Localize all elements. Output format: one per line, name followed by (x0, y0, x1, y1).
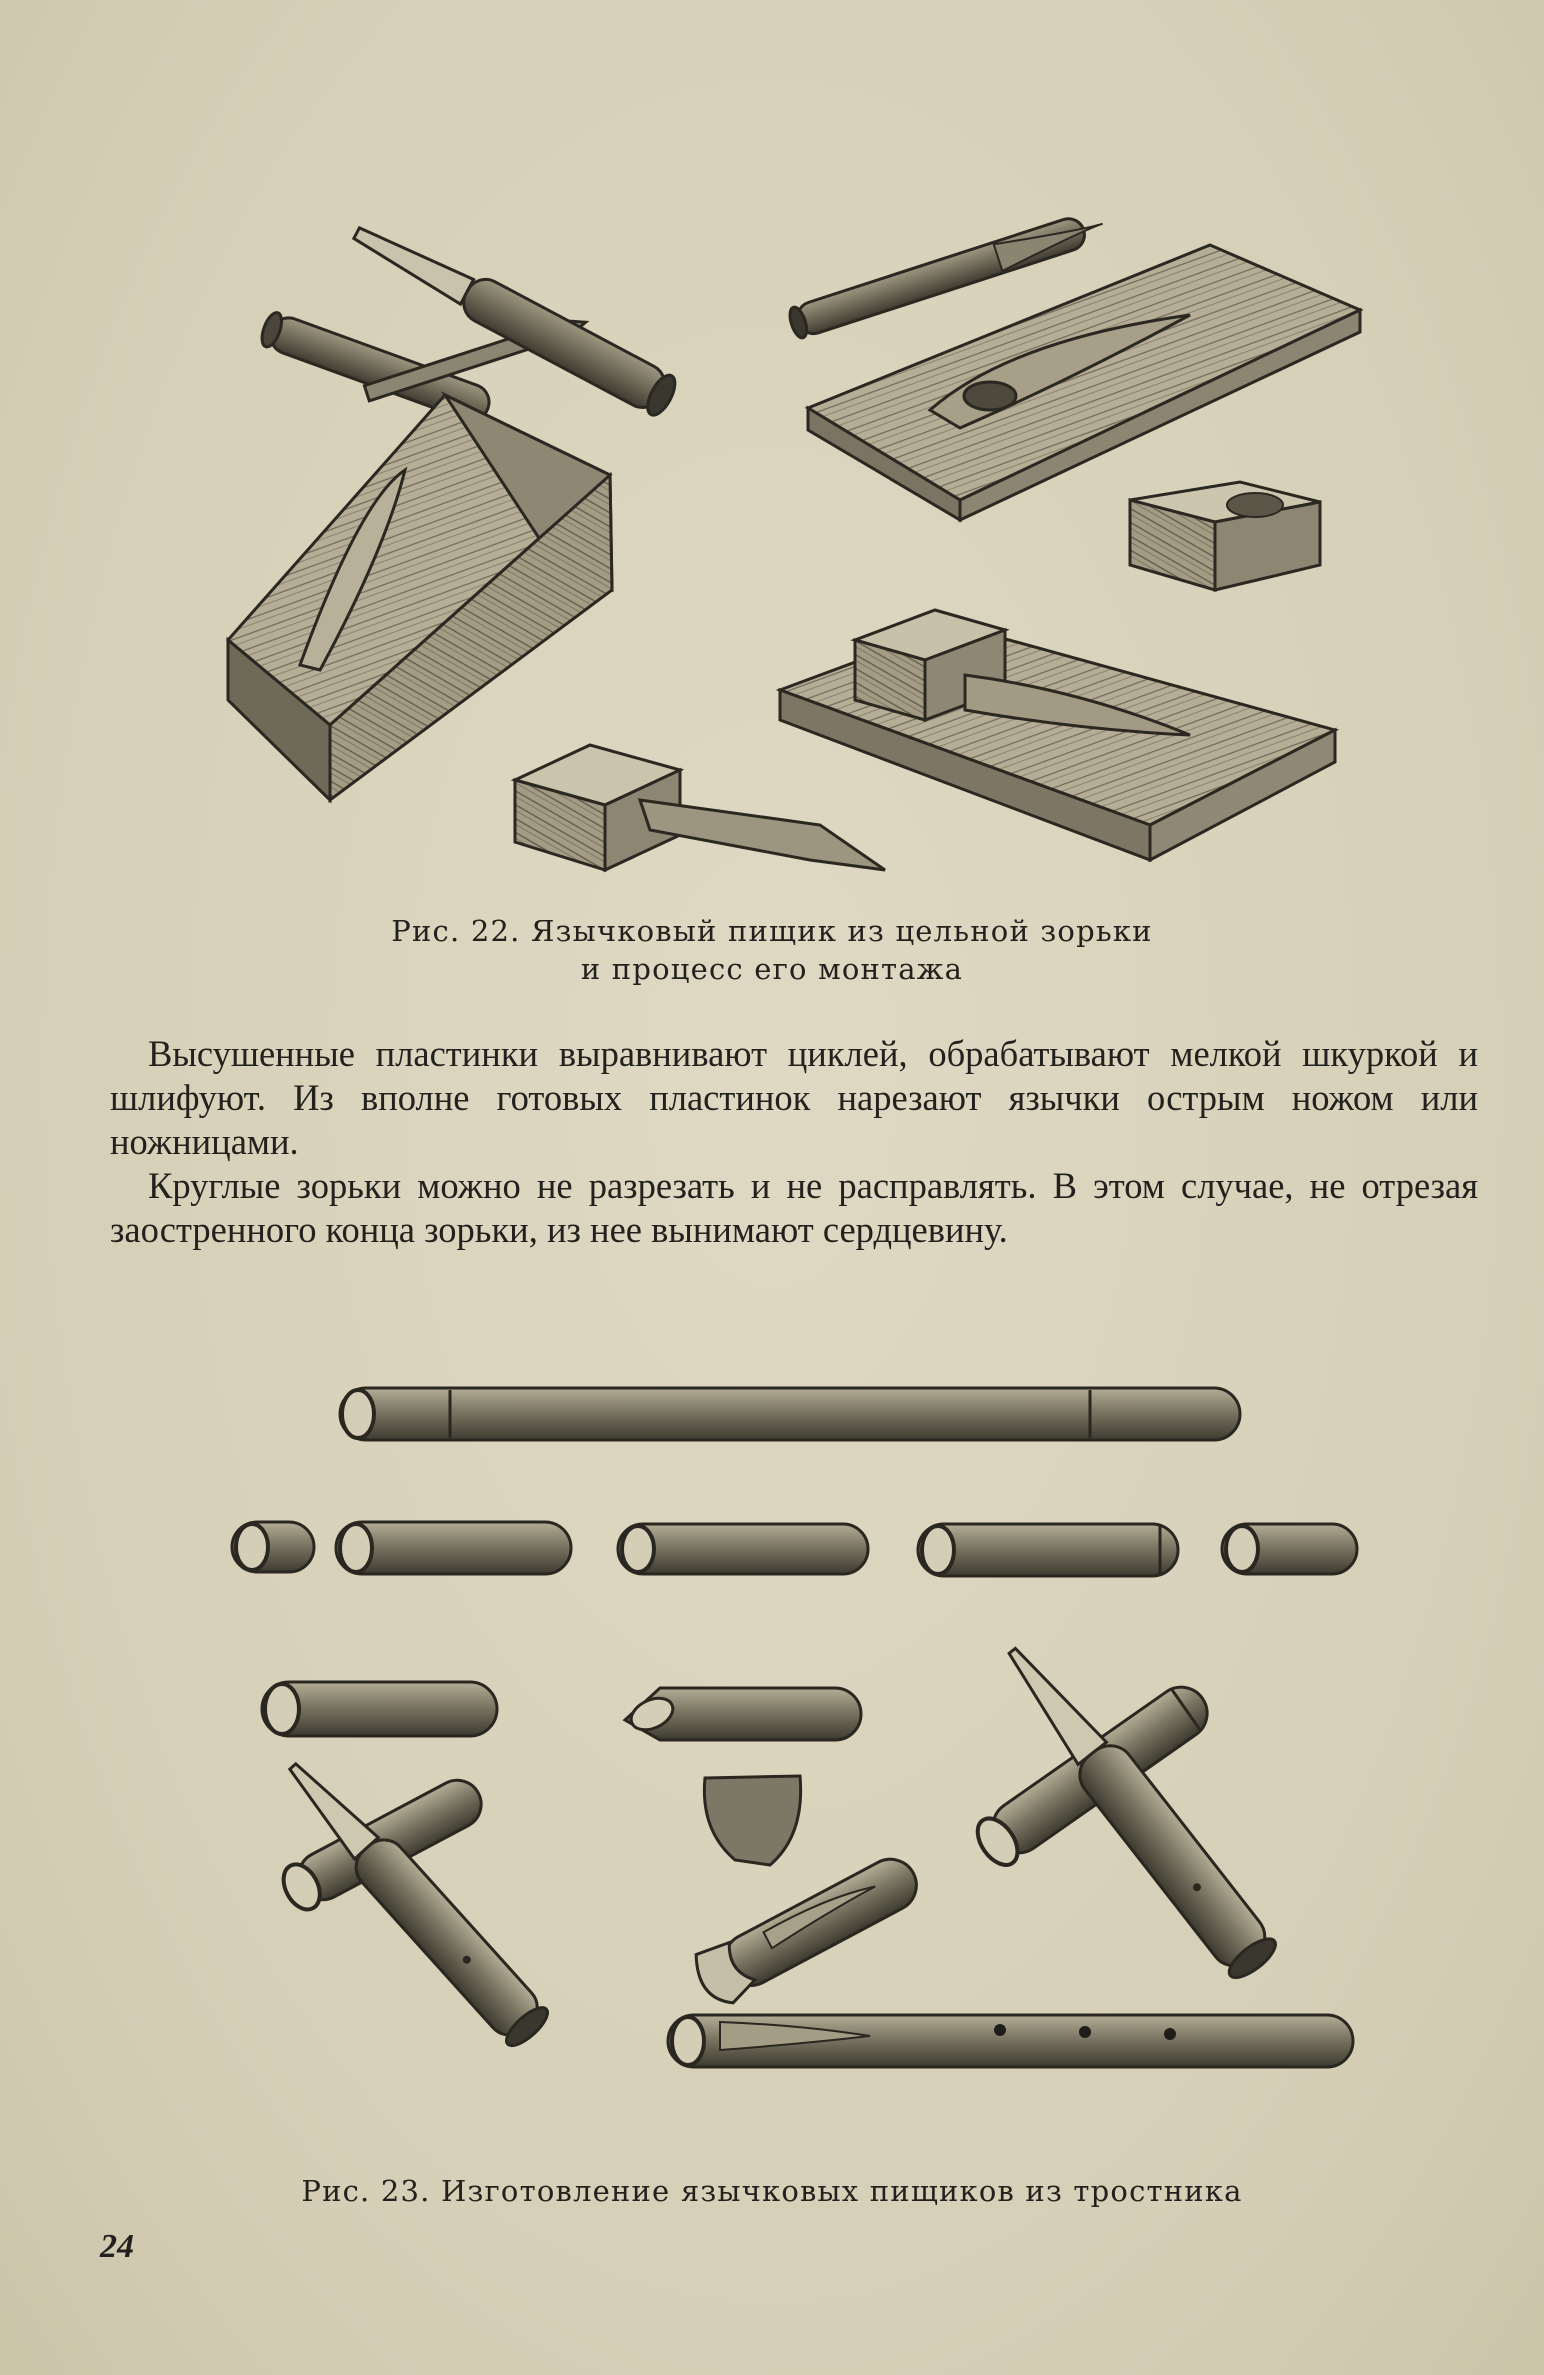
paragraph-1-text: Высушенные пластинки выравнивают циклей, обрабатывают мелкой шкуркой и шлифуют. Из вполне готовых пластинок нарезают язычки острым ножом или ножницами. (110, 1033, 1478, 1162)
block-with-reed-drawing (515, 745, 885, 870)
knife-cutting-reed-left-drawing (273, 1749, 553, 2051)
reed-with-tongue-drawing (689, 1847, 927, 2012)
reed-segments-drawing (232, 1522, 1357, 1576)
paragraph-1 (110, 1032, 1478, 1164)
knife-cutting-reed-right-drawing (970, 1634, 1282, 1984)
paragraph-2 (110, 1164, 1478, 1252)
figure-22-caption (0, 912, 1544, 988)
figure-23-caption: Рис. 23. Изготовление язычковых пищиков из тростника (301, 2174, 1243, 2208)
page-number: 24 (100, 2228, 134, 2265)
paragraph-2-text: Круглые зорьки можно не разрезать и не расправлять. В этом случае, не отрезая заостренного конца зорьки, из нее вынимают сердцевину. (110, 1165, 1478, 1250)
figure-22-illustration (0, 170, 1544, 900)
figure-22-caption-line1: Рис. 22. Язычковый пищик из цельной зорьки (391, 914, 1153, 948)
assembly-plank-drawing (780, 610, 1335, 860)
knife-and-pipe-drawing (258, 214, 680, 426)
figure-23-illustration (0, 1360, 1544, 2140)
small-block-drawing (1130, 482, 1320, 590)
figure-22-caption-line2: и процесс его монтажа (580, 952, 964, 986)
finished-pipe-drawing (668, 2015, 1353, 2067)
long-reed-drawing (340, 1388, 1240, 1440)
wedge-block-drawing (228, 395, 612, 800)
